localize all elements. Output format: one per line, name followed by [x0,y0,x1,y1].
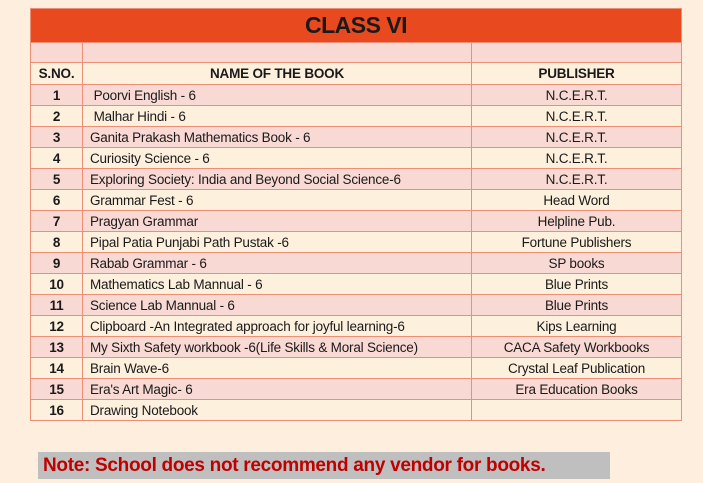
book-name-cell: Mathematics Lab Mannual - 6 [83,274,472,295]
sno-cell: 8 [31,232,83,253]
publisher-cell: Head Word [472,190,682,211]
sno-cell: 11 [31,295,83,316]
book-name-cell: Science Lab Mannual - 6 [83,295,472,316]
publisher-cell: Blue Prints [472,295,682,316]
publisher-cell: N.C.E.R.T. [472,127,682,148]
sno-cell: 3 [31,127,83,148]
sno-cell: 4 [31,148,83,169]
table-row [31,358,682,379]
publisher-cell: N.C.E.R.T. [472,106,682,127]
sno-cell: 13 [31,337,83,358]
publisher-cell: Crystal Leaf Publication [472,358,682,379]
book-name-cell: Drawing Notebook [83,400,472,421]
sno-cell: 1 [31,85,83,106]
table-row [31,295,682,316]
book-name-cell: Curiosity Science - 6 [83,148,472,169]
book-name-cell: My Sixth Safety workbook -6(Life Skills & Moral Science) [83,337,472,358]
sno-cell: 16 [31,400,83,421]
publisher-cell: Era Education Books [472,379,682,400]
note-banner: Note: School does not recommend any vendor for books. [38,452,610,479]
book-name-cell: Grammar Fest - 6 [83,190,472,211]
table-header-row [31,63,682,85]
book-name-cell: Clipboard -An Integrated approach for joyful learning-6 [83,316,472,337]
title-row [31,9,682,43]
sno-cell: 9 [31,253,83,274]
publisher-cell: Kips Learning [472,316,682,337]
publisher-cell: Blue Prints [472,274,682,295]
publisher-cell: CACA Safety Workbooks [472,337,682,358]
table-row [31,274,682,295]
book-name-cell: Malhar Hindi - 6 [83,106,472,127]
table-row [31,337,682,358]
spacer-cell [83,43,472,63]
book-name-cell: Pipal Patia Punjabi Path Pustak -6 [83,232,472,253]
publisher-cell: Fortune Publishers [472,232,682,253]
sno-cell: 12 [31,316,83,337]
sno-cell: 5 [31,169,83,190]
table-row [31,232,682,253]
table-row [31,169,682,190]
table-row [31,253,682,274]
table-row [31,400,682,421]
publisher-cell [472,400,682,421]
publisher-cell: Helpline Pub. [472,211,682,232]
spacer-cell [31,43,83,63]
header-cell-sno: S.NO. [31,63,83,85]
table-row [31,190,682,211]
book-name-cell: Era's Art Magic- 6 [83,379,472,400]
book-name-cell: Rabab Grammar - 6 [83,253,472,274]
table-row [31,127,682,148]
book-list-table [30,8,682,421]
table-row [31,85,682,106]
publisher-cell: N.C.E.R.T. [472,148,682,169]
book-name-cell: Pragyan Grammar [83,211,472,232]
book-name-cell: Brain Wave-6 [83,358,472,379]
header-cell-book-name: NAME OF THE BOOK [83,63,472,85]
spacer-cell [472,43,682,63]
table-row [31,148,682,169]
table-row [31,211,682,232]
sno-cell: 2 [31,106,83,127]
publisher-cell: N.C.E.R.T. [472,169,682,190]
table-row [31,106,682,127]
book-name-cell: Exploring Society: India and Beyond Social Science-6 [83,169,472,190]
book-name-cell: Ganita Prakash Mathematics Book - 6 [83,127,472,148]
publisher-cell: SP books [472,253,682,274]
header-cell-publisher: PUBLISHER [472,63,682,85]
table-row [31,379,682,400]
sno-cell: 7 [31,211,83,232]
sno-cell: 14 [31,358,83,379]
sno-cell: 10 [31,274,83,295]
table-row [31,316,682,337]
publisher-cell: N.C.E.R.T. [472,85,682,106]
sno-cell: 6 [31,190,83,211]
page-title: CLASS VI [31,9,682,43]
spacer-row [31,43,682,63]
book-name-cell: Poorvi English - 6 [83,85,472,106]
sno-cell: 15 [31,379,83,400]
